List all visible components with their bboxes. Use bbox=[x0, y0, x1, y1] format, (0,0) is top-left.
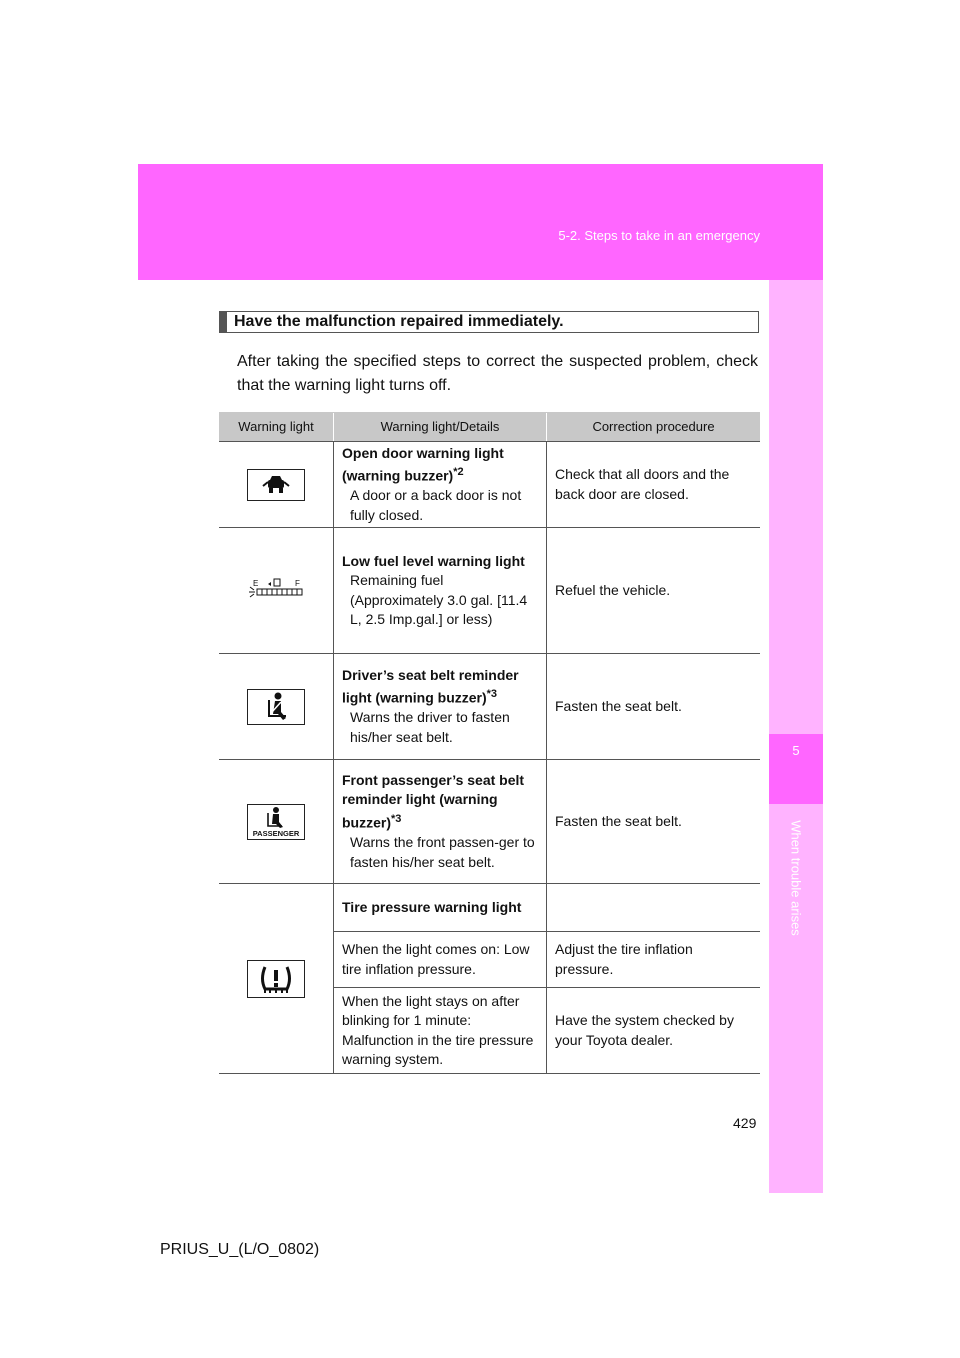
chapter-number-tab[interactable]: 5 bbox=[769, 734, 823, 804]
section-heading: Have the malfunction repaired immediately. bbox=[219, 311, 759, 333]
table-row bbox=[219, 442, 760, 528]
table-row bbox=[219, 528, 760, 654]
chapter-title: When trouble arises bbox=[788, 820, 804, 936]
warning-title: Tire pressure warning light bbox=[334, 884, 547, 932]
warning-light-table bbox=[219, 412, 760, 1074]
warning-light-cell bbox=[219, 528, 334, 654]
warning-details: Remaining fuel (Approximately 3.0 gal. [11.4 L, 2.5 Imp.gal.] or less) bbox=[350, 572, 528, 627]
warning-light-cell bbox=[219, 442, 334, 528]
footnote-mark: *3 bbox=[486, 688, 498, 701]
footnote-mark: *2 bbox=[453, 466, 464, 479]
details-cell bbox=[334, 654, 547, 760]
open-door-icon bbox=[247, 469, 305, 501]
warning-details: Warns the driver to fasten his/her seat belt. bbox=[350, 709, 510, 745]
section-reference: 5-2. Steps to take in an emergency bbox=[558, 228, 760, 243]
table-header-row bbox=[219, 413, 760, 442]
warning-light-cell bbox=[219, 760, 334, 884]
chapter-side-strip bbox=[769, 280, 823, 1193]
column-header: Correction procedure bbox=[547, 413, 761, 442]
correction-cell: Check that all doors and the back door are closed. bbox=[547, 442, 761, 528]
document-code: PRIUS_U_(L/O_0802) bbox=[160, 1241, 320, 1258]
correction-cell: Adjust the tire inflation pressure. bbox=[547, 932, 761, 988]
warning-title: Open door warning light (warning buzzer) bbox=[342, 444, 504, 484]
fuel-gauge-icon bbox=[247, 575, 305, 607]
chapter-header-band bbox=[138, 164, 823, 280]
seat-belt-icon bbox=[247, 689, 305, 725]
tire-pressure-icon bbox=[247, 960, 305, 998]
correction-cell: Refuel the vehicle. bbox=[547, 528, 761, 654]
correction-cell: Fasten the seat belt. bbox=[547, 654, 761, 760]
warning-details: When the light stays on after blinking for 1 minute: Malfunction in the tire pressure warning system. bbox=[334, 988, 547, 1074]
table-row bbox=[219, 884, 760, 932]
column-header: Warning light bbox=[219, 413, 334, 442]
svg-text:F: F bbox=[295, 578, 300, 588]
footnote-mark: *3 bbox=[391, 812, 402, 825]
warning-details: A door or a back door is not fully closed. bbox=[350, 487, 522, 523]
passenger-label: PASSENGER bbox=[252, 828, 300, 838]
column-header: Warning light/Details bbox=[334, 413, 547, 442]
warning-details: Warns the front passen-ger to fasten his/her seat belt. bbox=[350, 834, 535, 870]
page-number: 429 bbox=[733, 1115, 757, 1131]
warning-title: Driver’s seat belt reminder light (warning buzzer) bbox=[342, 666, 519, 706]
warning-light-cell bbox=[219, 884, 334, 1074]
correction-cell: Fasten the seat belt. bbox=[547, 760, 761, 884]
details-cell bbox=[334, 442, 547, 528]
warning-title: Low fuel level warning light bbox=[342, 552, 525, 569]
passenger-seat-belt-icon bbox=[247, 804, 305, 840]
table-row bbox=[219, 654, 760, 760]
correction-cell: Have the system checked by your Toyota dealer. bbox=[547, 988, 761, 1074]
table-row bbox=[219, 760, 760, 884]
warning-light-cell bbox=[219, 654, 334, 760]
correction-cell bbox=[547, 884, 761, 932]
svg-text:E: E bbox=[253, 578, 259, 588]
warning-details: When the light comes on: Low tire inflation pressure. bbox=[334, 932, 547, 988]
details-cell bbox=[334, 528, 547, 654]
details-cell bbox=[334, 760, 547, 884]
warning-title: Front passenger’s seat belt reminder light (warning buzzer) bbox=[342, 771, 525, 831]
intro-paragraph: After taking the specified steps to correct the suspected problem, check that the warning light turns off. bbox=[237, 353, 758, 394]
